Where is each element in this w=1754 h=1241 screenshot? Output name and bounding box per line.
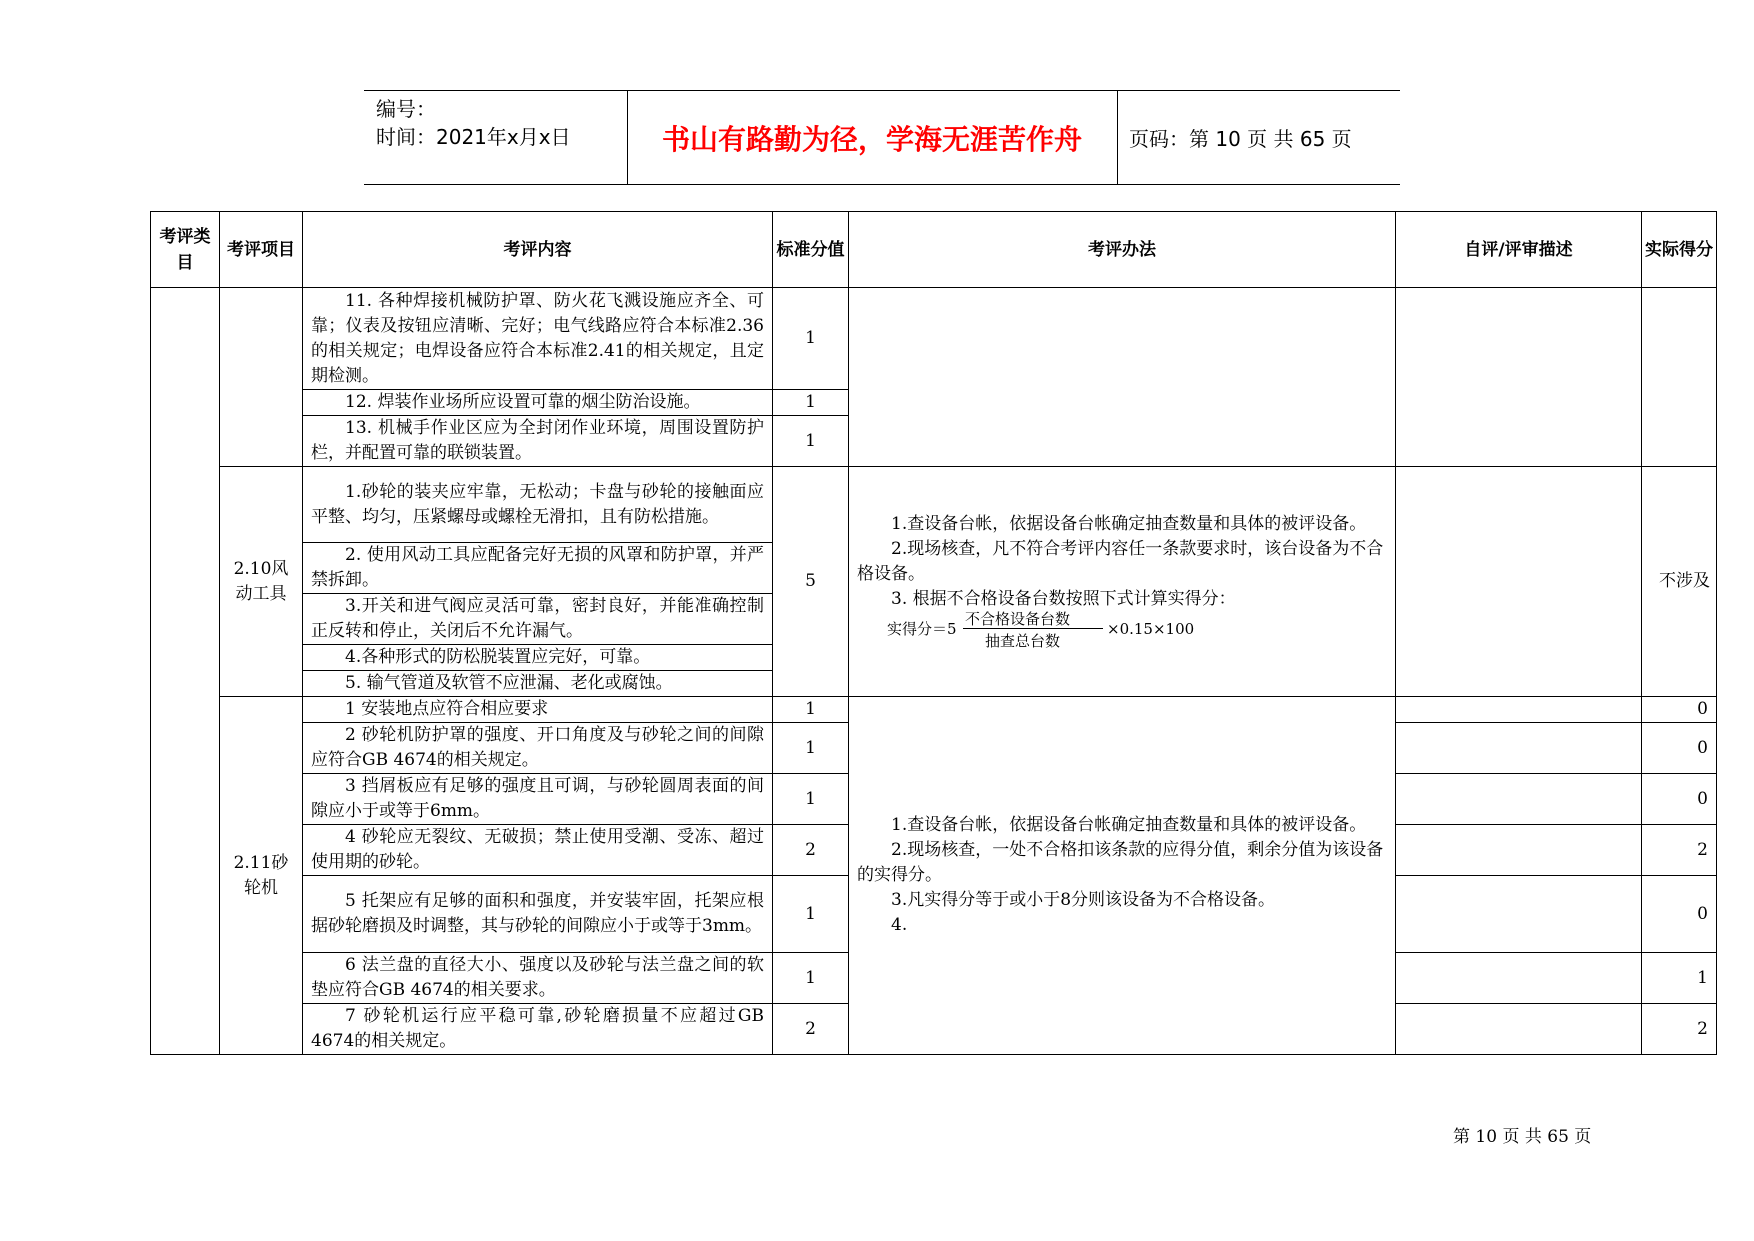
header-left <box>376 95 571 151</box>
header-page-code: 页码：第 10 页 共 65 页 <box>1129 127 1352 151</box>
header-category: 考评类目 <box>151 212 220 288</box>
header-slogan: 书山有路勤为径，学海无涯苦作舟 <box>661 122 1082 156</box>
header-method: 考评办法 <box>849 212 1396 288</box>
description-cell <box>1396 774 1642 825</box>
item-cell: 2.10风动工具 <box>220 467 303 697</box>
content-cell: 3.开关和进气阀应灵活可靠，密封良好，并能准确控制正反转和停止，关闭后不允许漏气。 <box>303 594 773 645</box>
page-header <box>364 90 1400 185</box>
score-cell: 1 <box>773 416 849 467</box>
formula-lhs: 实得分＝5 － <box>887 619 977 638</box>
method-step: 4. <box>891 915 908 935</box>
formula-fraction-bar <box>963 628 1103 629</box>
description-cell <box>1396 953 1642 1004</box>
method-step: 1.查设备台帐，依据设备台帐确定抽查数量和具体的被评设备。 <box>891 513 1367 534</box>
description-cell <box>1396 1004 1642 1055</box>
header-item: 考评项目 <box>220 212 303 288</box>
formula-denominator: 抽查总台数 <box>985 631 1061 650</box>
table-header-row <box>151 212 1717 288</box>
content-cell: 5. 输气管道及软管不应泄漏、老化或腐蚀。 <box>303 671 773 697</box>
method-step: 1.查设备台帐，依据设备台帐确定抽查数量和具体的被评设备。 <box>891 815 1367 835</box>
score-cell: 1 <box>773 774 849 825</box>
score-cell: 1 <box>773 953 849 1004</box>
evaluation-table <box>150 211 1717 1055</box>
description-cell <box>1396 825 1642 876</box>
content-cell: 6 法兰盘的直径大小、强度以及砂轮与法兰盘之间的软垫应符合GB 4674的相关要求。 <box>303 953 773 1004</box>
score-cell: 2 <box>773 1004 849 1055</box>
header-divider <box>1117 91 1118 184</box>
score-cell: 1 <box>773 723 849 774</box>
content-cell: 2. 使用风动工具应配备完好无损的风罩和防护罩，并严禁拆卸。 <box>303 543 773 594</box>
item-cell <box>220 288 303 467</box>
header-score: 标准分值 <box>773 212 849 288</box>
score-cell: 1 <box>773 390 849 416</box>
actual-cell: 0 <box>1642 876 1717 953</box>
score-cell: 1 <box>773 876 849 953</box>
description-cell <box>1396 723 1642 774</box>
content-cell: 13. 机械手作业区应为全封闭作业环境，周围设置防护栏，并配置可靠的联锁装置。 <box>303 416 773 467</box>
score-cell: 1 <box>773 697 849 723</box>
content-cell: 4 砂轮应无裂纹、无破损；禁止使用受潮、受冻、超过使用期的砂轮。 <box>303 825 773 876</box>
item-cell: 2.11砂轮机 <box>220 697 303 1055</box>
header-description: 自评/评审描述 <box>1396 212 1642 288</box>
document-time: 时间：2021年x月x日 <box>376 125 571 149</box>
content-cell: 11. 各种焊接机械防护罩、防火花飞溅设施应齐全、可靠；仪表及按钮应清晰、完好；电气线路应符合本标准2.36的相关规定；电焊设备应符合本标准2.41的相关规定，且定期检测。 <box>303 288 773 390</box>
table-row <box>151 697 1717 723</box>
description-cell <box>1396 876 1642 953</box>
table-row <box>151 467 1717 543</box>
table-row <box>151 288 1717 390</box>
actual-cell: 0 <box>1642 774 1717 825</box>
score-cell: 1 <box>773 288 849 390</box>
content-cell: 4.各种形式的防松脱装置应完好，可靠。 <box>303 645 773 671</box>
method-cell <box>849 697 1396 1055</box>
content-cell: 1 安装地点应符合相应要求 <box>303 697 773 723</box>
page-footer: 第 10 页 共 65 页 <box>1453 1127 1592 1147</box>
content-cell: 2 砂轮机防护罩的强度、开口角度及与砂轮之间的间隙应符合GB 4674的相关规定。 <box>303 723 773 774</box>
formula-rhs: ×0.15×100 <box>1107 619 1195 638</box>
actual-cell: 2 <box>1642 1004 1717 1055</box>
actual-cell: 1 <box>1642 953 1717 1004</box>
method-step: 2.现场核查，凡不符合考评内容任一条款要求时，该台设备为不合格设备。 <box>857 538 1384 584</box>
header-actual: 实际得分 <box>1642 212 1717 288</box>
description-cell <box>1396 288 1642 467</box>
actual-cell: 0 <box>1642 723 1717 774</box>
description-cell <box>1396 697 1642 723</box>
document-number-label: 编号： <box>376 97 436 121</box>
method-cell <box>849 288 1396 467</box>
method-cell <box>849 467 1396 697</box>
score-cell: 2 <box>773 825 849 876</box>
content-cell: 7 砂轮机运行应平稳可靠,砂轮磨损量不应超过GB 4674的相关规定。 <box>303 1004 773 1055</box>
formula-numerator: 不合格设备台数 <box>965 609 1071 628</box>
category-cell <box>151 288 220 1055</box>
content-cell: 12. 焊装作业场所应设置可靠的烟尘防治设施。 <box>303 390 773 416</box>
score-cell: 5 <box>773 467 849 697</box>
content-cell: 5 托架应有足够的面积和强度，并安装牢固，托架应根据砂轮磨损及时调整，其与砂轮的间隙应小于或等于3mm。 <box>303 876 773 953</box>
actual-cell: 不涉及 <box>1642 467 1717 697</box>
method-step: 3.凡实得分等于或小于8分则该设备为不合格设备。 <box>891 890 1276 910</box>
description-cell <box>1396 467 1642 697</box>
method-step: 3. 根据不合格设备台数按照下式计算实得分： <box>891 588 1236 609</box>
content-cell: 1.砂轮的装夹应牢靠，无松动；卡盘与砂轮的接触面应平整、均匀，压紧螺母或螺栓无滑扣，且有防松措施。 <box>303 467 773 543</box>
header-content: 考评内容 <box>303 212 773 288</box>
method-step: 2.现场核查，一处不合格扣该条款的应得分值，剩余分值为该设备的实得分。 <box>857 840 1384 885</box>
actual-cell: 2 <box>1642 825 1717 876</box>
content-cell: 3 挡屑板应有足够的强度且可调，与砂轮圆周表面的间隙应小于或等于6mm。 <box>303 774 773 825</box>
score-formula <box>857 609 1387 652</box>
actual-cell <box>1642 288 1717 467</box>
actual-cell: 0 <box>1642 697 1717 723</box>
